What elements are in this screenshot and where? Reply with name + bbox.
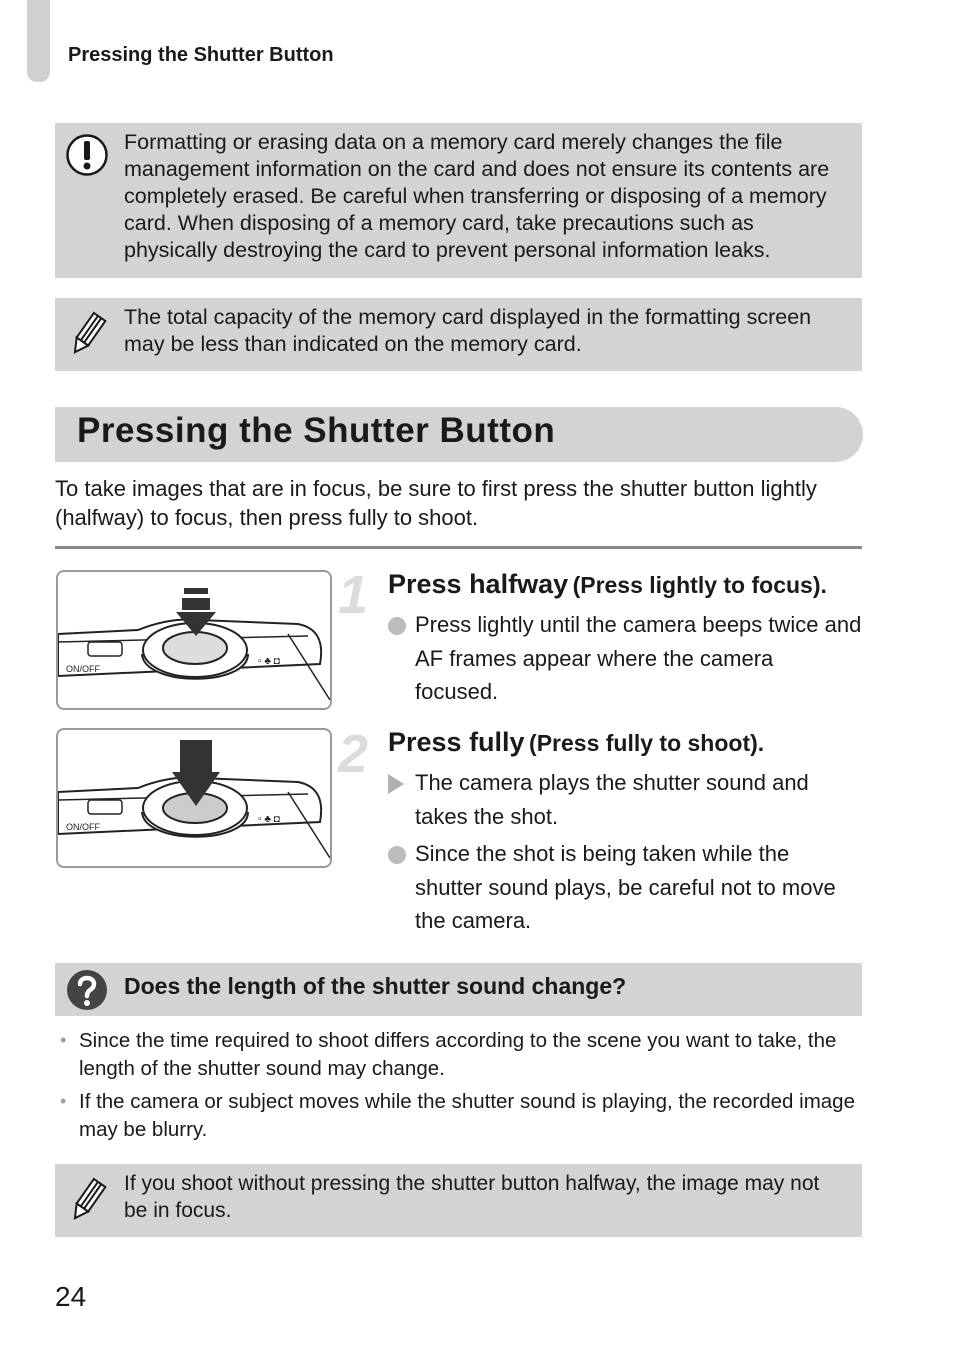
step-title: Press fully [388, 727, 525, 757]
faq-box [55, 963, 862, 1016]
svg-text:▫ ♣ ◘: ▫ ♣ ◘ [258, 814, 280, 825]
step-heading [388, 569, 827, 600]
page-number: 24 [55, 1281, 87, 1312]
step-title: Press halfway [388, 569, 569, 599]
bullet-icon: • [60, 1030, 67, 1050]
step-number: 2 [338, 724, 369, 784]
step-bullet-text: Press lightly until the camera beeps twice and AF frames appear where the camera focused. [415, 612, 862, 704]
camera-illustration-halfway [56, 570, 332, 710]
step-bullet-text: The camera plays the shutter sound and takes the shot. [415, 770, 809, 829]
step-subtitle: (Press fully to shoot). [529, 730, 765, 756]
circle-bullet-icon [388, 846, 406, 864]
section-intro: To take images that are in focus, be sure to first press the shutter button lightly (halfway) to focus, then press fully to shoot. [55, 476, 817, 530]
camera-illustration-fully [56, 728, 332, 868]
section-title: Pressing the Shutter Button [77, 411, 556, 450]
step-bullet-text: Since the shot is being taken while the shutter sound plays, be careful not to move the camera. [415, 841, 836, 933]
note-text: The total capacity of the memory card displayed in the formatting screen may be less than indicated on the memory card. [124, 305, 812, 356]
caution-text: Formatting or erasing data on a memory card merely changes the file management information on the card and does not ensure its contents are completely erased. Be careful when transferring or disposing of a memory card. When disposing of a memory card, take precautions such as physically destroying the card to prevent personal information leaks. [124, 130, 830, 262]
caution-box [55, 123, 862, 278]
faq-item-text: If the camera or subject moves while the shutter sound is playing, the recorded image may be blurry. [79, 1090, 855, 1141]
svg-text:▫ ♣ ◘: ▫ ♣ ◘ [258, 656, 280, 667]
pencil-icon [65, 311, 109, 355]
faq-title: Does the length of the shutter sound change? [124, 973, 627, 999]
step-bullet [388, 608, 862, 709]
faq-item [60, 1088, 860, 1143]
note-box [55, 1164, 862, 1237]
step-subtitle: (Press lightly to focus). [572, 572, 827, 598]
pencil-icon [65, 1177, 109, 1221]
step-number: 1 [338, 565, 369, 625]
power-label: ON/OFF [66, 822, 100, 832]
power-label: ON/OFF [66, 664, 100, 674]
step-heading [388, 727, 764, 758]
bullet-icon: • [60, 1091, 67, 1111]
triangle-bullet-icon [388, 774, 404, 794]
circle-bullet-icon [388, 617, 406, 635]
faq-item-text: Since the time required to shoot differs according to the scene you want to take, the length of the shutter sound may change. [79, 1029, 837, 1080]
note-text: If you shoot without pressing the shutter button halfway, the image may not be in focus. [124, 1172, 820, 1222]
faq-item [60, 1027, 860, 1082]
step-bullet [388, 837, 862, 938]
question-icon [65, 968, 109, 1012]
chapter-tab [27, 0, 50, 82]
note-box [55, 298, 862, 371]
divider [55, 546, 862, 549]
section-heading-bar [55, 407, 863, 462]
running-header: Pressing the Shutter Button [68, 44, 334, 66]
caution-icon [65, 133, 109, 177]
step-bullet [388, 766, 862, 833]
